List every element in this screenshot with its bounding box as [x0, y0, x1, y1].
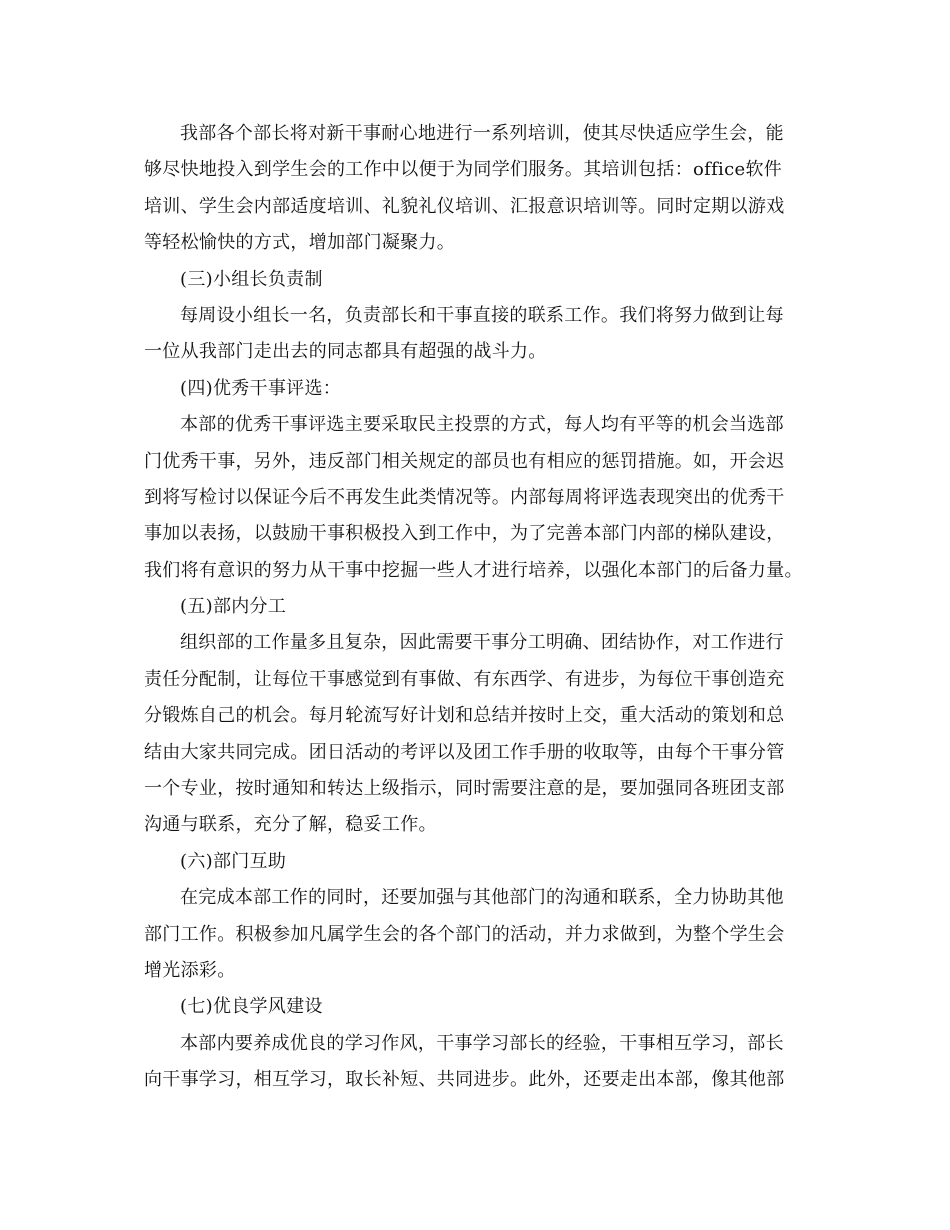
- text-line: 在完成本部工作的同时，还要加强与其他部门的沟通和联系，全力协助其他: [180, 887, 784, 909]
- text-line: 事加以表扬，以鼓励干事积极投入到工作中，为了完善本部门内部的梯队建设，: [144, 523, 785, 545]
- text-line: 沟通与联系，充分了解，稳妥工作。: [144, 814, 437, 836]
- section-heading: (七)优良学风建设: [180, 996, 323, 1018]
- text-line: 等轻松愉快的方式，增加部门凝聚力。: [144, 232, 456, 254]
- section-heading: (六)部门互助: [180, 850, 287, 872]
- text-line: 我部各个部长将对新干事耐心地进行一系列培训，使其尽快适应学生会，能: [180, 123, 784, 144]
- text-line: 本部的优秀干事评选主要采取民主投票的方式，每人均有平等的机会当选部: [180, 414, 784, 436]
- text-line: 到将写检讨以保证今后不再发生此类情况等。内部每周将评选表现突出的优秀干: [144, 486, 785, 508]
- section-heading: (五)部内分工: [180, 596, 287, 618]
- text-line: 一位从我部门走出去的同志都具有超强的战斗力。: [144, 341, 547, 363]
- text-line: 我们将有意识的努力从干事中挖掘一些人才进行培养，以强化本部门的后备力量。: [144, 559, 803, 581]
- text-line: 培训、学生会内部适度培训、礼貌礼仪培训、汇报意识培训等。同时定期以游戏: [144, 195, 785, 217]
- document-body: [144, 116, 814, 1099]
- text-line: 每周设小组长一名，负责部长和干事直接的联系工作。我们将努力做到让每: [180, 304, 784, 326]
- text-line: 增光添彩。: [144, 959, 236, 981]
- text-line: 部门工作。积极参加凡属学生会的各个部门的活动，并力求做到，为整个学生会: [144, 923, 785, 945]
- text-line: 够尽快地投入到学生会的工作中以便于为同学们服务。其培训包括：office软件: [144, 159, 783, 181]
- section-heading: (四)优秀干事评选：: [180, 377, 342, 399]
- text-line: 结由大家共同完成。团日活动的考评以及团工作手册的收取等，由每个干事分管: [144, 741, 785, 763]
- text-line: 组织部的工作量多且复杂，因此需要干事分工明确、团结协作，对工作进行: [180, 632, 784, 654]
- text-line: 本部内要养成优良的学习作风，干事学习部长的经验，干事相互学习，部长: [180, 1032, 784, 1054]
- section-heading: (三)小组长负责制: [180, 268, 323, 290]
- text-line: 责任分配制，让每位干事感觉到有事做、有东西学、有进步，为每位干事创造充: [144, 668, 785, 690]
- text-line: 一个专业，按时通知和转达上级指示，同时需要注意的是，要加强同各班团支部: [144, 778, 785, 800]
- text-line: 向干事学习，相互学习，取长补短、共同进步。此外，还要走出本部，像其他部: [144, 1069, 785, 1091]
- text-line: 门优秀干事，另外，违反部门相关规定的部员也有相应的惩罚措施。如，开会迟: [144, 450, 785, 472]
- text-line: 分锻炼自己的机会。每月轮流写好计划和总结并按时上交，重大活动的策划和总: [144, 705, 785, 727]
